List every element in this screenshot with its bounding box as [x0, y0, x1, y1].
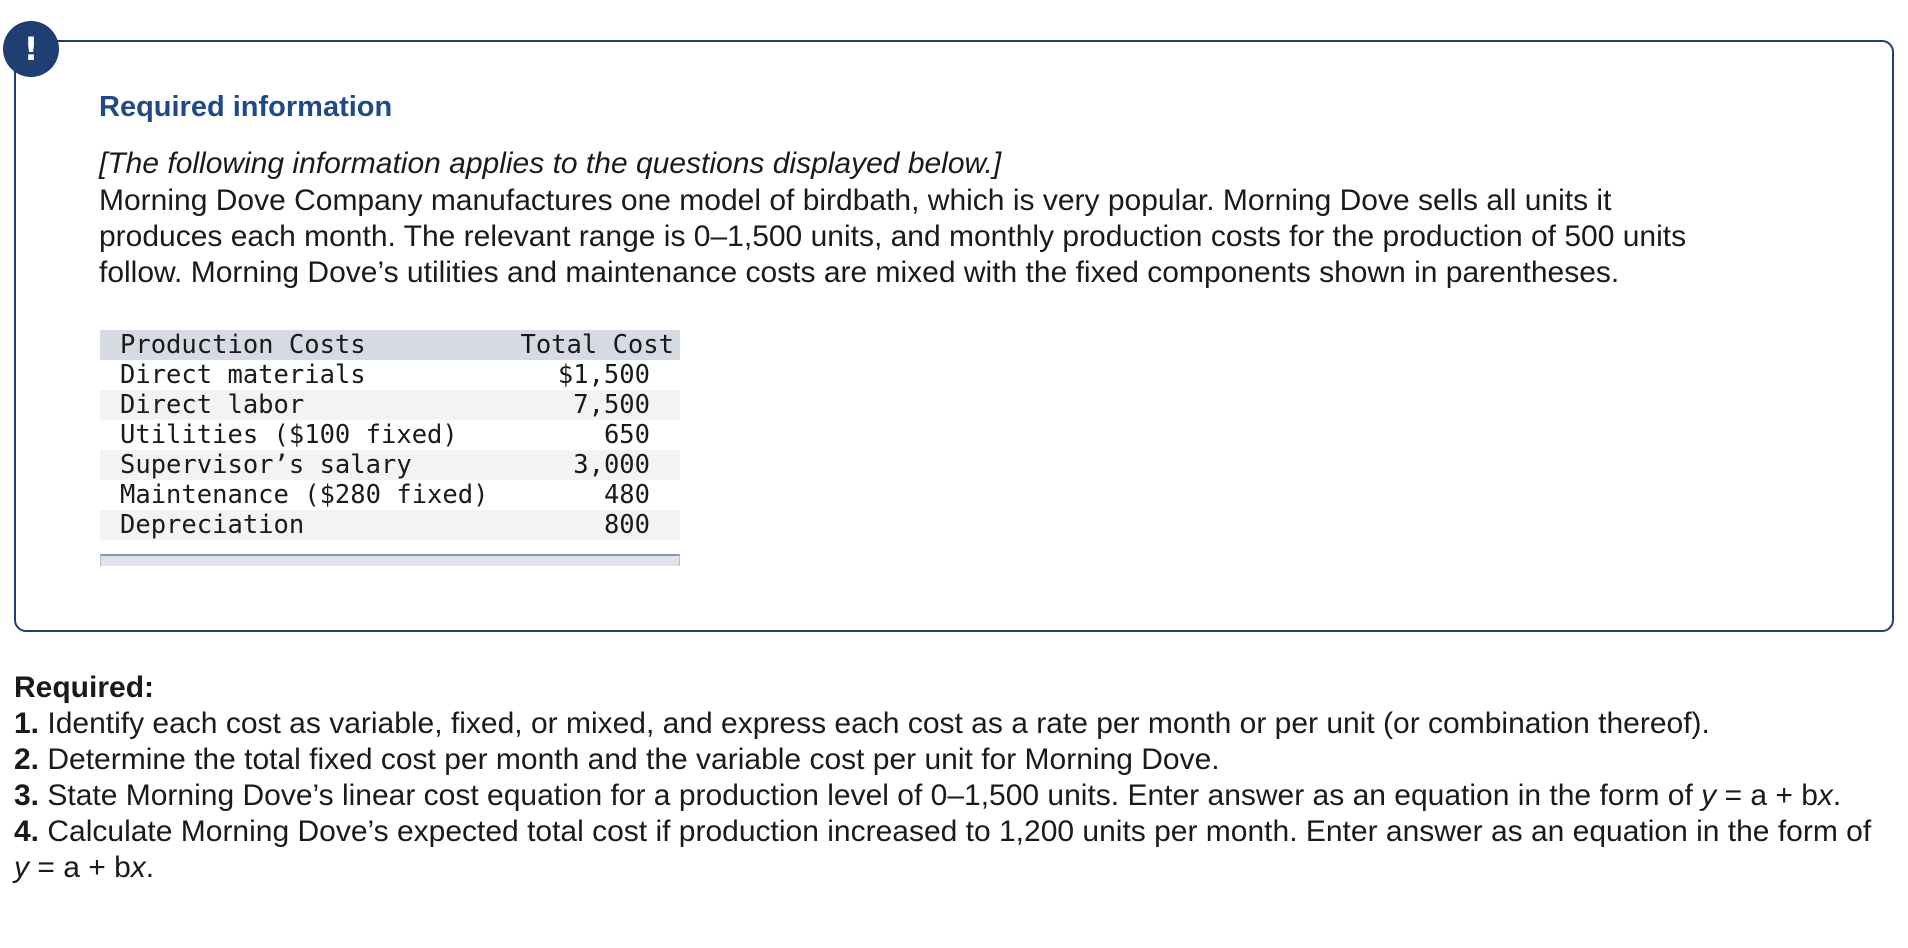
table-row — [100, 390, 680, 420]
cost-name-cell: Supervisor’s salary — [120, 450, 412, 480]
required-item-4 — [14, 814, 1894, 886]
panel-title: Required information — [99, 91, 393, 123]
cost-value-cell: 650 — [603, 420, 650, 450]
table-row — [100, 360, 680, 390]
equation-x: x — [1817, 779, 1833, 812]
equation-middle: = a + b — [1716, 779, 1818, 812]
column-header-total-cost: Total Cost — [520, 330, 674, 360]
equation-y: y — [14, 851, 29, 884]
column-header-production-costs: Production Costs — [120, 330, 366, 360]
description-line: follow. Morning Dove’s utilities and maintenance costs are mixed with the fixed components shown in parentheses. — [99, 256, 1620, 289]
cost-name-cell: Maintenance ($280 fixed) — [120, 480, 489, 510]
cost-name-cell: Direct labor — [120, 390, 305, 420]
table-header-row — [100, 330, 680, 360]
required-section — [14, 670, 1894, 886]
equation-end: . — [1832, 779, 1842, 812]
required-item-3 — [14, 778, 1894, 814]
cost-value-cell: 800 — [603, 510, 650, 540]
item-number: 2. — [14, 743, 40, 776]
equation-middle: = a + b — [29, 851, 131, 884]
equation-end: . — [145, 851, 155, 884]
cost-name-cell: Depreciation — [120, 510, 305, 540]
description-line: produces each month. The relevant range is 0–1,500 units, and monthly production costs for the production of 500 units — [99, 220, 1687, 253]
cost-value-cell: $1,500 — [557, 360, 650, 390]
required-item-1 — [14, 706, 1894, 742]
item-text: State Morning Dove’s linear cost equation for a production level of 0–1,500 units. Enter answer as an equation in the form of — [39, 779, 1702, 812]
required-item-2 — [14, 742, 1894, 778]
equation-x: x — [130, 851, 146, 884]
cost-value-cell: 3,000 — [573, 450, 650, 480]
item-text: Determine the total fixed cost per month and the variable cost per unit for Morning Dove. — [39, 743, 1220, 776]
item-text: Calculate Morning Dove’s expected total cost if production increased to 1,200 units per month. Enter answer as an equation in the form of — [39, 815, 1872, 848]
cost-value-cell: 480 — [603, 480, 650, 510]
item-text: Identify each cost as variable, fixed, or mixed, and express each cost as a rate per month or per unit (or combination thereof). — [39, 707, 1710, 740]
cost-value-cell: 7,500 — [573, 390, 650, 420]
alert-icon: ! — [3, 21, 59, 77]
table-row — [100, 480, 680, 510]
problem-description — [99, 183, 1879, 291]
production-costs-table — [100, 330, 680, 540]
table-row — [100, 510, 680, 540]
intro-note: [The following information applies to the questions displayed below.] — [99, 147, 1002, 180]
cost-name-cell: Direct materials — [120, 360, 366, 390]
cost-name-cell: Utilities ($100 fixed) — [120, 420, 458, 450]
equation-y: y — [1701, 779, 1717, 812]
item-number: 3. — [14, 779, 40, 812]
table-row — [100, 450, 680, 480]
table-row — [100, 420, 680, 450]
item-number: 4. — [14, 815, 40, 848]
description-line: Morning Dove Company manufactures one model of birdbath, which is very popular. Morning Dove sells all units it — [99, 184, 1612, 217]
table-footer-bar — [100, 554, 680, 566]
required-heading: Required: — [14, 671, 155, 704]
item-number: 1. — [14, 707, 40, 740]
